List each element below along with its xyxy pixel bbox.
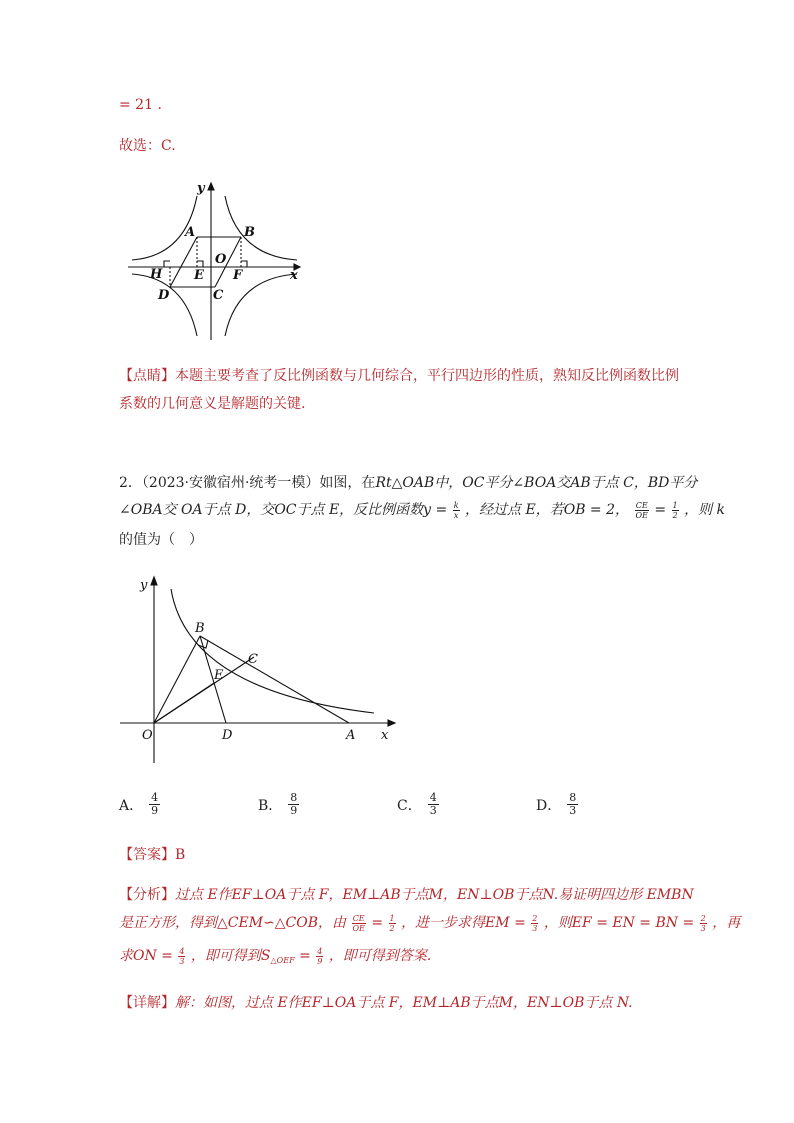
frac-k-den: x [453, 510, 459, 520]
analysis-frac-on-den: 3 [179, 956, 185, 966]
question-line-2-b: ，经过点 E，若OB = 2， [465, 502, 630, 518]
fig2-hyperbola [171, 589, 374, 713]
detail-text: 解：如图，过点 E作EF⊥OA于点 F，EM⊥AB于点M，EN⊥OB于点 N. [175, 995, 633, 1011]
option-b-num: 8 [290, 791, 298, 804]
fig1-label-a: A [185, 225, 196, 240]
choice-line [119, 136, 176, 156]
analysis-2a: 是正方形，得到△CEM∽△COB，由 [119, 915, 347, 931]
dianjing-line-2: 系数的几何意义是解题的关键. [119, 396, 306, 412]
frac-half-den: 2 [672, 510, 678, 520]
fig2-label-b: B [195, 621, 205, 636]
fig2-label-c: C [248, 652, 258, 667]
fig1-hyperbola-q4 [225, 274, 297, 336]
option-c-den: 3 [429, 804, 437, 817]
fig1-right-angle-e [197, 261, 203, 267]
analysis-frac-em [531, 914, 538, 933]
fig2-oe-ext [154, 683, 214, 723]
analysis-2c: ，进一步求得EM = [401, 915, 526, 931]
question-line-2-a: ∠OBA交 OA于点 D，交OC于点 E，反比例函数y = [119, 502, 448, 518]
option-c-fraction [428, 792, 439, 817]
frac-k-num: k [453, 500, 459, 510]
fig2-x-arrow [388, 720, 395, 726]
figure-2 [118, 573, 403, 773]
dianjing-line-1 [119, 366, 679, 386]
analysis-3b: ，即可得到S [190, 948, 271, 964]
question-line-3: 的值为（ ） [119, 532, 203, 548]
detail-line [119, 993, 633, 1013]
option-c[interactable] [397, 792, 439, 817]
analysis-frac-em-num: 2 [532, 913, 538, 923]
question-line-2-d: ，则 k [684, 502, 726, 518]
choice-end: . [171, 138, 176, 154]
fig1-right-angle-h [164, 261, 170, 267]
analysis-frac-on [178, 947, 185, 966]
frac-ce-den: OE [635, 510, 648, 520]
frac-ce-num: CE [635, 500, 648, 510]
analysis-frac-s [316, 947, 323, 966]
fig2-y-arrow [151, 577, 157, 585]
fig1-hyperbola-q1 [225, 196, 297, 260]
equals-line: = 21 . [119, 97, 162, 113]
dianjing-tag: 【点睛】 [119, 368, 175, 384]
option-d-den: 3 [569, 804, 577, 817]
option-a-den: 9 [151, 804, 159, 817]
answer-value: B [175, 847, 186, 863]
analysis-frac-em-den: 3 [532, 923, 538, 933]
frac-half [672, 501, 679, 520]
option-a-fraction [149, 792, 160, 817]
analysis-frac-half-num: 1 [389, 913, 395, 923]
frac-ce-over-oe [634, 501, 648, 520]
analysis-frac-s-den: 9 [317, 956, 323, 966]
question-line-2 [119, 500, 725, 520]
analysis-frac-on-num: 4 [179, 946, 185, 956]
fig2-label-o: O [142, 728, 153, 743]
frac-half-num: 1 [672, 500, 678, 510]
fig2-label-d: D [222, 728, 233, 743]
analysis-frac-ce-den: OE [352, 923, 365, 933]
frac-k-over-x [453, 501, 460, 520]
option-b-fraction [288, 792, 299, 817]
option-b-den: 9 [290, 804, 298, 817]
option-d-letter: D． [536, 797, 562, 814]
fig1-label-d: D [158, 288, 170, 303]
analysis-frac-ce-num: CE [352, 913, 365, 923]
analysis-3a: 求ON = [119, 948, 173, 964]
analysis-frac-bn-den: 3 [700, 923, 706, 933]
choice-label: 故选： [119, 138, 161, 154]
analysis-frac-bn-num: 2 [700, 913, 706, 923]
option-d-fraction [567, 792, 578, 817]
analysis-3d: ，即可得到答案. [328, 948, 432, 964]
fig2-label-y: y [140, 578, 148, 593]
choice-value: C [161, 138, 172, 154]
question-line-1-rest: Rt△OAB中，OC平分∠BOA交AB于点 C，BD平分 [375, 475, 698, 491]
option-b-letter: B． [258, 797, 283, 814]
fig1-label-f: F [233, 268, 243, 283]
fig1-label-x: x [290, 268, 298, 283]
question-line-2-c: = [654, 502, 667, 518]
detail-tag: 【详解】 [119, 995, 175, 1011]
fig1-y-arrow [208, 183, 214, 190]
fig1-label-y: y [197, 181, 205, 196]
option-c-num: 4 [429, 791, 437, 804]
figure-1 [124, 178, 310, 346]
fig1-label-o: O [215, 252, 227, 267]
analysis-line-1 [119, 885, 694, 905]
fig2-ob [154, 636, 200, 723]
option-c-letter: C． [397, 797, 422, 814]
fig2-label-a: A [346, 728, 356, 743]
analysis-frac-half [389, 914, 396, 933]
fig1-right-angle-f [241, 261, 247, 267]
question-line-1 [119, 473, 697, 493]
fig1-label-e: E [194, 268, 204, 283]
analysis-frac-bn [700, 914, 707, 933]
analysis-frac-s-num: 4 [317, 946, 323, 956]
analysis-line-3 [119, 946, 431, 971]
analysis-2b: = [371, 915, 384, 931]
analysis-frac-half-den: 2 [389, 923, 395, 933]
option-a-num: 4 [151, 791, 159, 804]
analysis-3-sub: △OEF [270, 956, 295, 965]
analysis-frac-ce-oe [351, 914, 365, 933]
analysis-2d: ，则EF = EN = BN = [543, 915, 695, 931]
analysis-2e: ，再 [712, 915, 741, 931]
option-a[interactable] [119, 792, 160, 817]
fig1-label-c: C [213, 288, 224, 303]
fig1-label-h: H [150, 267, 163, 282]
analysis-tag: 【分析】 [119, 887, 175, 903]
fig1-hyperbola-q3 [132, 274, 197, 336]
analysis-text-1: 过点 E作EF⊥OA于点 F，EM⊥AB于点M，EN⊥OB于点N.易证明四边形 EMBN [175, 887, 694, 903]
analysis-line-2 [119, 913, 740, 933]
answer-line [119, 845, 185, 865]
fig2-label-e: E [214, 668, 224, 683]
dianjing-text-1: 本题主要考查了反比例函数与几何综合，平行四边形的性质，熟知反比例函数比例 [175, 368, 679, 384]
option-a-letter: A． [119, 797, 144, 814]
answer-tag: 【答案】 [119, 847, 175, 863]
option-b[interactable] [258, 792, 299, 817]
fig1-side-da [170, 237, 197, 287]
question-prefix: 2．（2023·安徽宿州·统考一模）如图，在 [119, 475, 376, 491]
option-d-num: 8 [569, 791, 577, 804]
fig1-label-b: B [244, 225, 255, 240]
fig2-label-x: x [381, 728, 389, 743]
analysis-3c: = [294, 948, 311, 964]
option-d[interactable] [536, 792, 578, 817]
